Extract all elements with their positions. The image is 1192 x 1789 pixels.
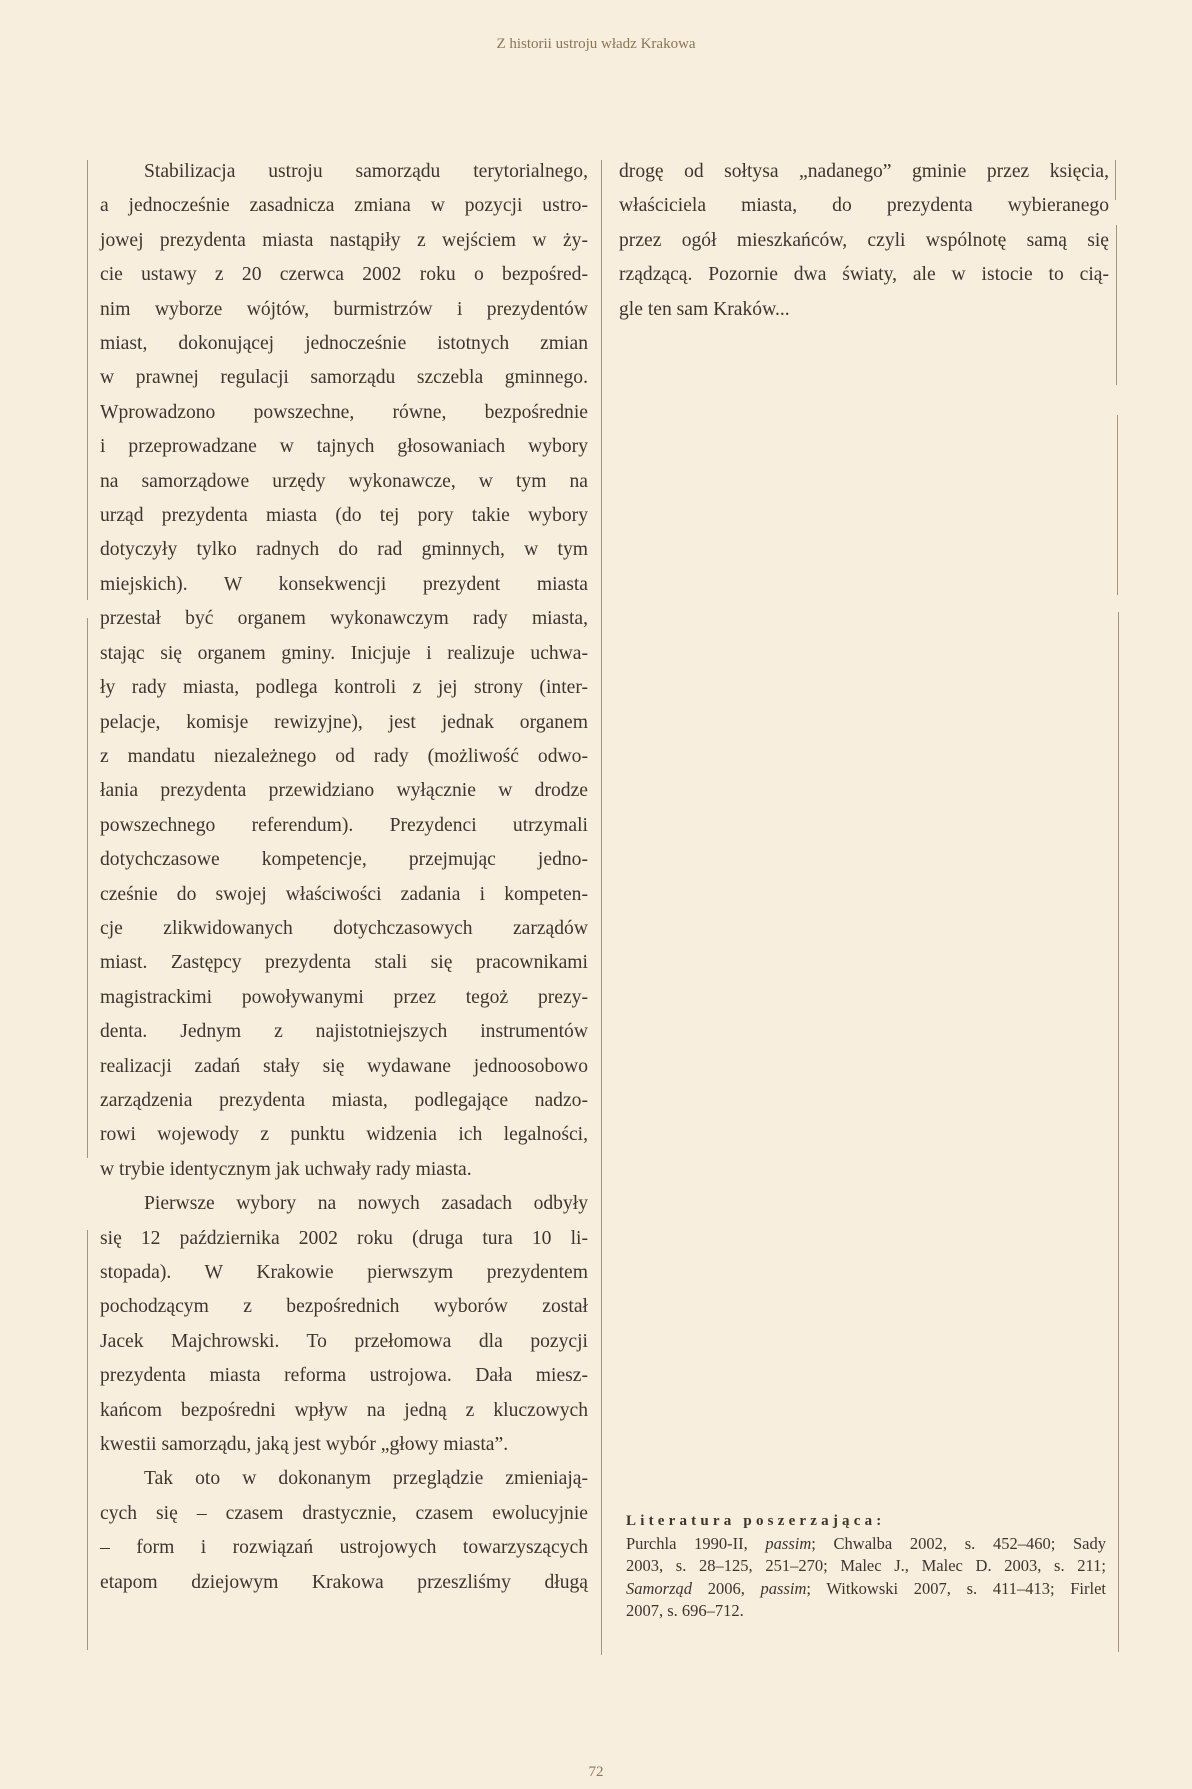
text-line: łania prezydenta przewidziano wyłącznie w drodze — [100, 780, 588, 802]
text-line: pelacje, komisje rewizyjne), jest jednak organem — [100, 711, 588, 733]
running-head: Z historii ustroju władz Krakowa — [496, 36, 696, 52]
left-column — [100, 155, 588, 1600]
text-line: miast. Zastępcy prezydenta stali się pracownikami — [100, 952, 588, 974]
text-line: cych się – czasem drastycznie, czasem ewolucyjnie — [100, 1502, 588, 1524]
text-line: prezydenta miasta reforma ustrojowa. Dała miesz- — [100, 1365, 588, 1387]
text-line: dotyczyły tylko radnych do rad gminnych, w tym — [100, 539, 588, 561]
reference-line: Purchla 1990-II, passim; Chwalba 2002, s. 452–460; Sady — [626, 1533, 1107, 1553]
paragraph — [619, 155, 1109, 327]
reference-line: 2007, s. 696–712. — [626, 1601, 744, 1620]
further-reading-heading: Literatura poszerzająca: — [626, 1513, 886, 1529]
text-line: stopada). W Krakowie pierwszym prezydentem — [100, 1262, 588, 1283]
italic-title: Samorząd — [626, 1578, 693, 1598]
text-line: rowi wojewody z punktu widzenia ich legalności, — [100, 1124, 588, 1146]
text-line: miejskich). W konsekwencji prezydent miasta — [100, 573, 588, 595]
right-margin-rule — [1117, 415, 1118, 595]
italic-title: passim — [765, 1533, 812, 1553]
text-line: Pierwsze wybory na nowych zasadach odbyły — [144, 1193, 588, 1215]
paragraph — [100, 1187, 588, 1462]
center-rule — [601, 160, 602, 1655]
paragraph — [100, 155, 588, 1187]
text-line: Jacek Majchrowski. To przełomowa dla pozycji — [100, 1330, 588, 1352]
left-margin-rule — [87, 160, 88, 600]
text-line: kańcom bezpośredni wpływ na jedną z kluczowych — [100, 1399, 588, 1421]
text-line: zarządzenia prezydenta miasta, podlegające nadzo- — [100, 1089, 588, 1111]
text-line: etapom dziejowym Krakowa przeszliśmy długą — [100, 1571, 588, 1593]
text-line: cie ustawy z 20 czerwca 2002 roku o bezpośred- — [100, 264, 588, 286]
text-line: stając się organem gminy. Inicjuje i realizuje uchwa- — [100, 642, 588, 664]
text-line: na samorządowe urzędy wykonawcze, w tym na — [100, 470, 588, 492]
right-margin-rule — [1116, 225, 1117, 385]
right-column — [619, 155, 1109, 327]
text-line: cje zlikwidowanych dotychczasowych zarządów — [100, 917, 588, 939]
text-line: Stabilizacja ustroju samorządu terytorialnego, — [144, 161, 588, 182]
text-line: się 12 października 2002 roku (druga tura 10 li- — [100, 1227, 588, 1249]
text-line: – form i rozwiązań ustrojowych towarzyszących — [100, 1537, 588, 1559]
italic-title: passim — [760, 1578, 807, 1598]
text-line: jowej prezydenta miasta nastąpiły z wejściem w ży- — [100, 229, 588, 251]
text-line: miast, dokonującej jednocześnie istotnych zmian — [100, 333, 588, 355]
left-margin-rule — [87, 1230, 88, 1650]
right-margin-rule — [1118, 612, 1119, 1652]
text-line: nim wyborze wójtów, burmistrzów i prezydentów — [100, 298, 588, 320]
text-line: rządzącą. Pozornie dwa światy, ale w istocie to cią- — [619, 264, 1109, 286]
reference-line: 2003, s. 28–125, 251–270; Malec J., Malec D. 2003, s. 211; — [626, 1556, 1106, 1575]
text-line: Tak oto w dokonanym przeglądzie zmieniają- — [144, 1468, 588, 1490]
page-number: 72 — [588, 1764, 604, 1780]
text-line: gle ten sam Kraków... — [619, 298, 790, 320]
text-line: przez ogół mieszkańców, czyli wspólnotę samą się — [619, 229, 1109, 251]
text-line: i przeprowadzane w tajnych głosowaniach wybory — [100, 436, 588, 458]
text-line: przestał być organem wykonawczym rady miasta, — [100, 608, 588, 630]
further-reading — [626, 1510, 1106, 1623]
text-line: z mandatu niezależnego od rady (możliwość odwo- — [100, 745, 588, 767]
further-reading-body — [626, 1533, 1106, 1623]
left-margin-rule — [87, 618, 88, 1158]
text-line: kwestii samorządu, jaką jest wybór „głowy miasta”. — [100, 1434, 509, 1456]
text-line: magistrackimi powoływanymi przez tegoż prezy- — [100, 986, 588, 1008]
text-line: cześnie do swojej właściwości zadania i kompeten- — [100, 883, 588, 905]
text-line: ły rady miasta, podlega kontroli z jej strony (inter- — [100, 677, 588, 699]
text-line: Wprowadzono powszechne, równe, bezpośrednie — [100, 401, 588, 423]
paragraph — [100, 1462, 588, 1600]
text-line: powszechnego referendum). Prezydenci utrzymali — [100, 814, 588, 836]
text-line: w trybie identycznym jak uchwały rady miasta. — [100, 1158, 472, 1180]
reference-line: Samorząd 2006, passim; Witkowski 2007, s. 411–413; Firlet — [626, 1578, 1107, 1598]
text-line: a jednocześnie zasadnicza zmiana w pozycji ustro- — [100, 195, 588, 217]
text-line: w prawnej regulacji samorządu szczebla gminnego. — [100, 367, 588, 389]
text-line: właściciela miasta, do prezydenta wybieranego — [619, 195, 1109, 217]
text-line: realizacji zadań stały się wydawane jednoosobowo — [100, 1055, 588, 1077]
text-line: drogę od sołtysa „nadanego” gminie przez księcia, — [619, 161, 1109, 182]
text-line: denta. Jednym z najistotniejszych instrumentów — [100, 1021, 588, 1043]
text-line: urząd prezydenta miasta (do tej pory takie wybory — [100, 505, 588, 527]
text-line: pochodzącym z bezpośrednich wyborów został — [100, 1296, 588, 1318]
text-line: dotychczasowe kompetencje, przejmując jedno- — [100, 849, 588, 871]
right-margin-rule — [1115, 160, 1116, 200]
